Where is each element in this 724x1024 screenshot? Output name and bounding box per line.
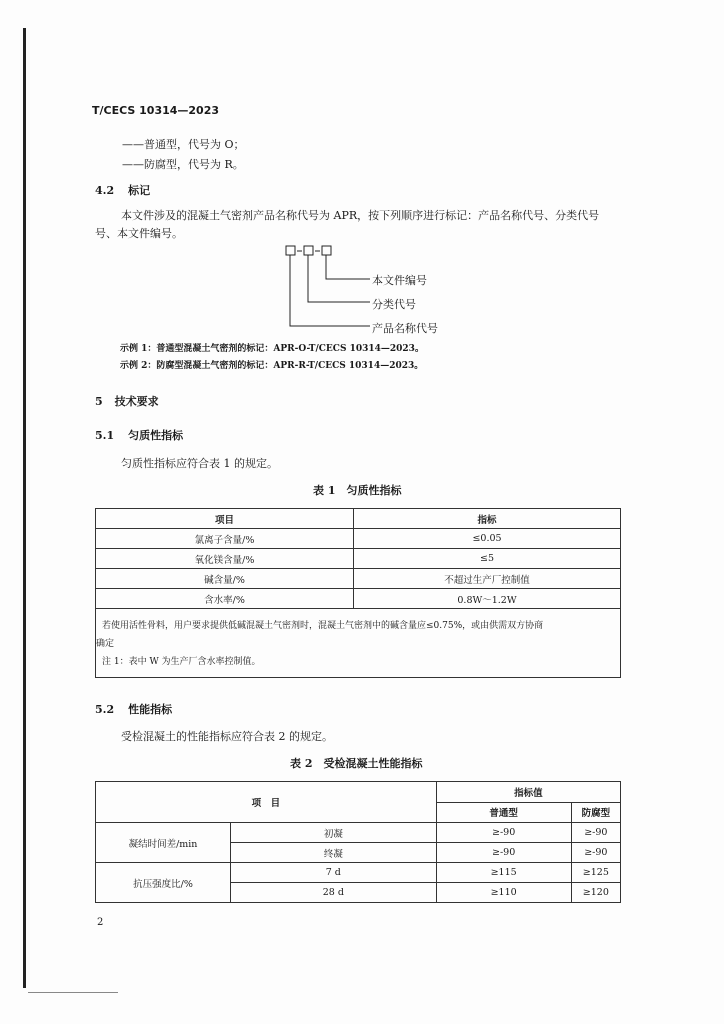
cell-item: 氯离子含量/% — [96, 529, 354, 549]
table-1-caption: 表 1 匀质性指标 — [313, 484, 402, 497]
type-item-anticorrosion: ——防腐型，代号为 R。 — [122, 158, 244, 171]
cell-item: 含水率/% — [96, 589, 354, 609]
cell-anticorrosion: ≥-90 — [571, 843, 620, 863]
table-row — [96, 823, 621, 843]
table-2-caption: 表 2 受检混凝土性能指标 — [290, 757, 423, 770]
diagram-label-class-code: 分类代号 — [372, 298, 416, 311]
cell-ordinary: ≥115 — [436, 863, 571, 883]
diagram-label-standard-no: 本文件编号 — [372, 274, 427, 287]
col-header-item: 项目 — [96, 509, 354, 529]
bottom-scan-line — [28, 992, 118, 993]
cell-index: ≤0.05 — [354, 529, 621, 549]
section-number: 5.1 — [95, 429, 115, 442]
binding-bar — [23, 28, 26, 988]
box-class-code — [304, 246, 313, 255]
cell-sub: 终凝 — [231, 843, 437, 863]
performance-paragraph: 受检混凝土的性能指标应符合表 2 的规定。 — [121, 730, 333, 743]
section-number: 4.2 — [95, 184, 115, 197]
section-5-2-heading — [95, 701, 172, 717]
box-standard-no — [322, 246, 331, 255]
col-header-item: 项 目 — [96, 782, 437, 823]
table-2 — [95, 781, 621, 903]
homogeneity-paragraph: 匀质性指标应符合表 1 的规定。 — [121, 457, 278, 470]
section-title: 性能指标 — [128, 703, 173, 716]
section-title: 技术要求 — [114, 395, 159, 408]
cell-index: ≤5 — [354, 549, 621, 569]
cell-item: 碱含量/% — [96, 569, 354, 589]
section-number: 5 — [95, 395, 103, 408]
cell-ordinary: ≥-90 — [436, 823, 571, 843]
cell-group-compressive-ratio: 抗压强度比/% — [96, 863, 231, 903]
section-5-1-heading — [95, 427, 183, 443]
table-header-row — [96, 509, 621, 529]
table-row — [96, 569, 621, 589]
marking-paragraph-line2: 号、本文件编号。 — [95, 227, 183, 240]
table-row — [96, 549, 621, 569]
example-1: 示例 1：普通型混凝土气密剂的标记：APR-O-T/CECS 10314—2023。 — [120, 344, 424, 354]
box-product-code — [286, 246, 295, 255]
table-row — [96, 863, 621, 883]
section-5-heading — [95, 393, 159, 409]
section-4-2-heading — [95, 182, 150, 198]
cell-sub: 7 d — [231, 863, 437, 883]
cell-index: 不超过生产厂控制值 — [354, 569, 621, 589]
leader-product-code — [290, 255, 370, 326]
cell-index: 0.8W～1.2W — [354, 589, 621, 609]
type-item-ordinary: ——普通型，代号为 O； — [122, 138, 245, 151]
note-w-definition: 注 1：表中 W 为生产厂含水率控制值。 — [102, 657, 261, 667]
cell-item: 氧化镁含量/% — [96, 549, 354, 569]
cell-anticorrosion: ≥-90 — [571, 823, 620, 843]
table-1 — [95, 508, 621, 609]
marking-paragraph-line1: 本文件涉及的混凝土气密剂产品名称代号为 APR，按下列顺序进行标记：产品名称代号、分类代号 — [121, 209, 600, 222]
col-header-anticorrosion: 防腐型 — [571, 802, 620, 823]
section-number: 5.2 — [95, 703, 115, 716]
cell-sub: 28 d — [231, 883, 437, 903]
col-header-index: 指标 — [354, 509, 621, 529]
leader-standard-no — [326, 255, 370, 279]
table-row — [96, 589, 621, 609]
example-2: 示例 2：防腐型混凝土气密剂的标记：APR-R-T/CECS 10314—2023。 — [120, 361, 424, 371]
col-header-value: 指标值 — [436, 782, 620, 803]
cell-anticorrosion: ≥120 — [571, 883, 620, 903]
table-1-note — [95, 608, 621, 678]
col-header-ordinary: 普通型 — [436, 802, 571, 823]
table-header-row — [96, 782, 621, 803]
section-title: 匀质性指标 — [128, 429, 184, 442]
standard-number: T/CECS 10314—2023 — [92, 104, 220, 117]
cell-ordinary: ≥-90 — [436, 843, 571, 863]
cell-sub: 初凝 — [231, 823, 437, 843]
diagram-label-product-code: 产品名称代号 — [372, 322, 438, 335]
note-alkali-line1: 若使用活性骨料，用户要求提供低碱混凝土气密剂时，混凝土气密剂中的碱含量应≤0.75%，或由供需双方协商 — [102, 621, 544, 631]
page-number: 2 — [97, 917, 104, 928]
note-alkali-line2: 确定 — [96, 639, 115, 649]
cell-anticorrosion: ≥125 — [571, 863, 620, 883]
table-row — [96, 529, 621, 549]
cell-group-setting-time: 凝结时间差/min — [96, 823, 231, 863]
cell-ordinary: ≥110 — [436, 883, 571, 903]
section-title: 标记 — [128, 184, 151, 197]
